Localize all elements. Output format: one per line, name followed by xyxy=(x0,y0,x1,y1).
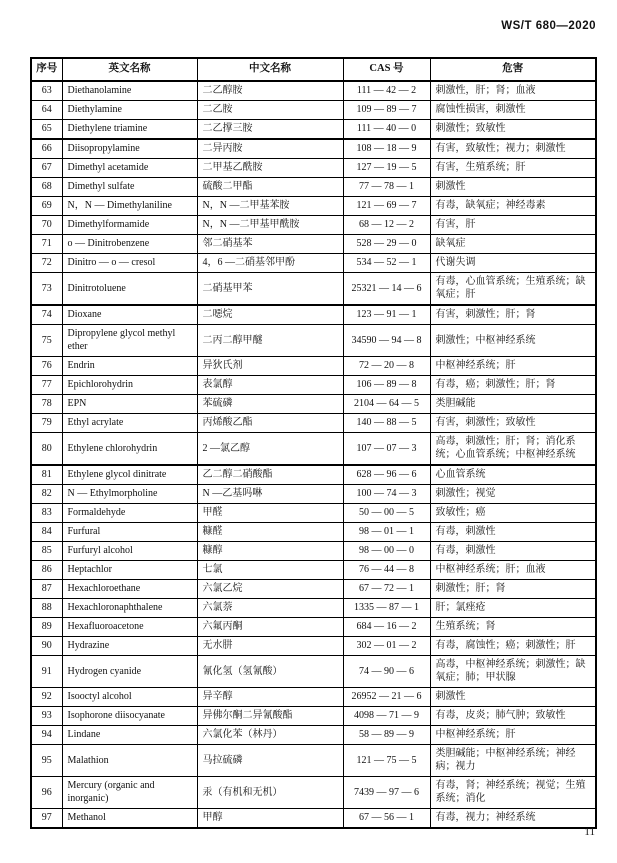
doc-standard-number: WS/T 680—2020 xyxy=(501,20,596,32)
table-header-row xyxy=(31,58,596,81)
chinese-name-cell: 邻二硝基苯 xyxy=(197,234,343,253)
row-index-cell: 65 xyxy=(31,119,62,139)
chinese-name-cell: 二乙撑三胺 xyxy=(197,119,343,139)
chinese-name-cell: 氰化氢（氢氰酸） xyxy=(197,655,343,687)
english-name-cell: Endrin xyxy=(62,356,197,375)
page-number: 11 xyxy=(584,826,595,838)
english-name-cell: Dioxane xyxy=(62,305,197,325)
row-index-cell: 72 xyxy=(31,253,62,272)
hazard-cell: 有毒，腐蚀性；癌；刺激性；肝 xyxy=(430,636,596,655)
english-name-cell: Diisopropylamine xyxy=(62,139,197,159)
row-index-cell: 89 xyxy=(31,617,62,636)
cas-number-cell: 67 — 72 — 1 xyxy=(343,579,430,598)
chinese-name-cell: 甲醇 xyxy=(197,808,343,828)
hazard-cell: 有毒，癌；刺激性；肝；肾 xyxy=(430,375,596,394)
english-name-cell: Furfuryl alcohol xyxy=(62,541,197,560)
cas-number-cell: 98 — 00 — 0 xyxy=(343,541,430,560)
english-name-cell: Hexafluoroacetone xyxy=(62,617,197,636)
english-name-cell: N，N — Dimethylaniline xyxy=(62,196,197,215)
table-row xyxy=(31,81,596,101)
row-index-cell: 84 xyxy=(31,522,62,541)
table-row xyxy=(31,541,596,560)
hazard-cell: 生殖系统；肾 xyxy=(430,617,596,636)
hazard-cell: 心血管系统 xyxy=(430,465,596,485)
chinese-name-cell: 乙二醇二硝酸酯 xyxy=(197,465,343,485)
cas-number-cell: 72 — 20 — 8 xyxy=(343,356,430,375)
row-index-cell: 95 xyxy=(31,744,62,776)
table-row xyxy=(31,503,596,522)
row-index-cell: 93 xyxy=(31,706,62,725)
hazard-cell: 类胆碱能；中枢神经系统；神经病；视力 xyxy=(430,744,596,776)
cas-number-cell: 107 — 07 — 3 xyxy=(343,432,430,465)
english-name-cell: Lindane xyxy=(62,725,197,744)
hazard-cell: 有毒，皮炎；肺气肿；致敏性 xyxy=(430,706,596,725)
english-name-cell: EPN xyxy=(62,394,197,413)
column-header-hazard: 危害 xyxy=(430,58,596,81)
cas-number-cell: 109 — 89 — 7 xyxy=(343,100,430,119)
english-name-cell: Malathion xyxy=(62,744,197,776)
row-index-cell: 90 xyxy=(31,636,62,655)
chinese-name-cell: 硫酸二甲酯 xyxy=(197,177,343,196)
english-name-cell: Isooctyl alcohol xyxy=(62,687,197,706)
chinese-name-cell: 二异丙胺 xyxy=(197,139,343,159)
table-row xyxy=(31,413,596,432)
chinese-name-cell: 甲醛 xyxy=(197,503,343,522)
english-name-cell: Diethanolamine xyxy=(62,81,197,101)
row-index-cell: 63 xyxy=(31,81,62,101)
cas-number-cell: 26952 — 21 — 6 xyxy=(343,687,430,706)
cas-number-cell: 534 — 52 — 1 xyxy=(343,253,430,272)
row-index-cell: 78 xyxy=(31,394,62,413)
row-index-cell: 77 xyxy=(31,375,62,394)
table-row xyxy=(31,215,596,234)
cas-number-cell: 684 — 16 — 2 xyxy=(343,617,430,636)
hazard-cell: 刺激性，肝；肾；血液 xyxy=(430,81,596,101)
row-index-cell: 86 xyxy=(31,560,62,579)
chinese-name-cell: 表氯醇 xyxy=(197,375,343,394)
hazard-cell: 有毒，刺激性 xyxy=(430,522,596,541)
hazard-cell: 代谢失调 xyxy=(430,253,596,272)
row-index-cell: 83 xyxy=(31,503,62,522)
row-index-cell: 69 xyxy=(31,196,62,215)
cas-number-cell: 108 — 18 — 9 xyxy=(343,139,430,159)
cas-number-cell: 98 — 01 — 1 xyxy=(343,522,430,541)
row-index-cell: 88 xyxy=(31,598,62,617)
table-row xyxy=(31,617,596,636)
english-name-cell: Hexachloroethane xyxy=(62,579,197,598)
chinese-name-cell: 异狄氏剂 xyxy=(197,356,343,375)
hazard-cell: 中枢神经系统；肝；血液 xyxy=(430,560,596,579)
row-index-cell: 70 xyxy=(31,215,62,234)
table-row xyxy=(31,598,596,617)
row-index-cell: 92 xyxy=(31,687,62,706)
english-name-cell: Methanol xyxy=(62,808,197,828)
chinese-name-cell: 丙烯酸乙酯 xyxy=(197,413,343,432)
chinese-name-cell: 苯硫磷 xyxy=(197,394,343,413)
hazard-cell: 有毒，视力；神经系统 xyxy=(430,808,596,828)
table-row xyxy=(31,579,596,598)
hazard-cell: 刺激性；致敏性 xyxy=(430,119,596,139)
english-name-cell: Epichlorohydrin xyxy=(62,375,197,394)
table-row xyxy=(31,356,596,375)
english-name-cell: Dinitro — o — cresol xyxy=(62,253,197,272)
row-index-cell: 64 xyxy=(31,100,62,119)
cas-number-cell: 74 — 90 — 6 xyxy=(343,655,430,687)
row-index-cell: 82 xyxy=(31,484,62,503)
chinese-name-cell: 二噁烷 xyxy=(197,305,343,325)
cas-number-cell: 127 — 19 — 5 xyxy=(343,158,430,177)
column-header-index: 序号 xyxy=(31,58,62,81)
table-row xyxy=(31,119,596,139)
hazard-cell: 刺激性；中枢神经系统 xyxy=(430,324,596,356)
cas-number-cell: 302 — 01 — 2 xyxy=(343,636,430,655)
row-index-cell: 80 xyxy=(31,432,62,465)
column-header-cas-number: CAS 号 xyxy=(343,58,430,81)
column-header-chinese-name: 中文名称 xyxy=(197,58,343,81)
table-row xyxy=(31,139,596,159)
hazard-cell: 有害，肝 xyxy=(430,215,596,234)
chinese-name-cell: 无水肼 xyxy=(197,636,343,655)
english-name-cell: Hydrazine xyxy=(62,636,197,655)
cas-number-cell: 121 — 75 — 5 xyxy=(343,744,430,776)
hazard-cell: 有毒，缺氧症；神经毒素 xyxy=(430,196,596,215)
table-row xyxy=(31,177,596,196)
chinese-name-cell: 二丙二醇甲醚 xyxy=(197,324,343,356)
table-row xyxy=(31,234,596,253)
table-row xyxy=(31,522,596,541)
table-row xyxy=(31,253,596,272)
table-row xyxy=(31,272,596,305)
chinese-name-cell: 二乙醇胺 xyxy=(197,81,343,101)
cas-number-cell: 111 — 40 — 0 xyxy=(343,119,430,139)
row-index-cell: 91 xyxy=(31,655,62,687)
english-name-cell: Isophorone diisocyanate xyxy=(62,706,197,725)
chemical-hazard-table xyxy=(30,57,597,829)
english-name-cell: Dimethylformamide xyxy=(62,215,197,234)
row-index-cell: 79 xyxy=(31,413,62,432)
table-row xyxy=(31,655,596,687)
chinese-name-cell: N —乙基吗啉 xyxy=(197,484,343,503)
chinese-name-cell: 糠醛 xyxy=(197,522,343,541)
english-name-cell: Dinitrotoluene xyxy=(62,272,197,305)
table-row xyxy=(31,636,596,655)
cas-number-cell: 123 — 91 — 1 xyxy=(343,305,430,325)
chinese-name-cell: 六氯萘 xyxy=(197,598,343,617)
table-row xyxy=(31,196,596,215)
table-row xyxy=(31,725,596,744)
cas-number-cell: 121 — 69 — 7 xyxy=(343,196,430,215)
row-index-cell: 66 xyxy=(31,139,62,159)
chinese-name-cell: 七氯 xyxy=(197,560,343,579)
cas-number-cell: 77 — 78 — 1 xyxy=(343,177,430,196)
row-index-cell: 74 xyxy=(31,305,62,325)
chinese-name-cell: 二硝基甲苯 xyxy=(197,272,343,305)
cas-number-cell: 4098 — 71 — 9 xyxy=(343,706,430,725)
table-row xyxy=(31,776,596,808)
english-name-cell: Formaldehyde xyxy=(62,503,197,522)
chinese-name-cell: 2 —氯乙醇 xyxy=(197,432,343,465)
hazard-cell: 类胆碱能 xyxy=(430,394,596,413)
english-name-cell: Mercury (organic and inorganic) xyxy=(62,776,197,808)
english-name-cell: Dimethyl acetamide xyxy=(62,158,197,177)
table-row xyxy=(31,100,596,119)
row-index-cell: 96 xyxy=(31,776,62,808)
hazard-cell: 中枢神经系统；肝 xyxy=(430,725,596,744)
chemical-table-body xyxy=(31,81,596,828)
english-name-cell: Furfural xyxy=(62,522,197,541)
table-row xyxy=(31,394,596,413)
table-row xyxy=(31,375,596,394)
hazard-cell: 刺激性；肝；肾 xyxy=(430,579,596,598)
cas-number-cell: 50 — 00 — 5 xyxy=(343,503,430,522)
cas-number-cell: 7439 — 97 — 6 xyxy=(343,776,430,808)
cas-number-cell: 68 — 12 — 2 xyxy=(343,215,430,234)
english-name-cell: Hexachloronaphthalene xyxy=(62,598,197,617)
row-index-cell: 76 xyxy=(31,356,62,375)
hazard-cell: 腐蚀性损害，刺激性 xyxy=(430,100,596,119)
hazard-cell: 有害，生殖系统；肝 xyxy=(430,158,596,177)
cas-number-cell: 67 — 56 — 1 xyxy=(343,808,430,828)
hazard-cell: 有毒，心血管系统；生殖系统；缺氧症；肝 xyxy=(430,272,596,305)
hazard-cell: 中枢神经系统；肝 xyxy=(430,356,596,375)
cas-number-cell: 58 — 89 — 9 xyxy=(343,725,430,744)
cas-number-cell: 111 — 42 — 2 xyxy=(343,81,430,101)
english-name-cell: Diethylene triamine xyxy=(62,119,197,139)
cas-number-cell: 528 — 29 — 0 xyxy=(343,234,430,253)
english-name-cell: Heptachlor xyxy=(62,560,197,579)
column-header-english-name: 英文名称 xyxy=(62,58,197,81)
table-row xyxy=(31,432,596,465)
english-name-cell: Ethylene glycol dinitrate xyxy=(62,465,197,485)
hazard-cell: 刺激性 xyxy=(430,687,596,706)
chinese-name-cell: 异佛尔酮二异氰酸酯 xyxy=(197,706,343,725)
cas-number-cell: 106 — 89 — 8 xyxy=(343,375,430,394)
cas-number-cell: 2104 — 64 — 5 xyxy=(343,394,430,413)
chinese-name-cell: 糠醇 xyxy=(197,541,343,560)
hazard-cell: 有害，刺激性；肝；肾 xyxy=(430,305,596,325)
row-index-cell: 68 xyxy=(31,177,62,196)
table-row xyxy=(31,465,596,485)
table-row xyxy=(31,484,596,503)
table-row xyxy=(31,744,596,776)
row-index-cell: 73 xyxy=(31,272,62,305)
chinese-name-cell: 汞（有机和无机） xyxy=(197,776,343,808)
cas-number-cell: 25321 — 14 — 6 xyxy=(343,272,430,305)
hazard-cell: 缺氧症 xyxy=(430,234,596,253)
row-index-cell: 67 xyxy=(31,158,62,177)
chinese-name-cell: 六氯化苯（林丹） xyxy=(197,725,343,744)
hazard-cell: 有毒，刺激性 xyxy=(430,541,596,560)
chinese-name-cell: N，N —二甲基甲酰胺 xyxy=(197,215,343,234)
english-name-cell: Hydrogen cyanide xyxy=(62,655,197,687)
hazard-cell: 有毒，肾；神经系统；视觉；生殖系统；消化 xyxy=(430,776,596,808)
cas-number-cell: 1335 — 87 — 1 xyxy=(343,598,430,617)
chinese-name-cell: 六氯乙烷 xyxy=(197,579,343,598)
english-name-cell: N — Ethylmorpholine xyxy=(62,484,197,503)
hazard-cell: 有害，致敏性；视力；刺激性 xyxy=(430,139,596,159)
row-index-cell: 94 xyxy=(31,725,62,744)
chinese-name-cell: 异辛醇 xyxy=(197,687,343,706)
chinese-name-cell: 二乙胺 xyxy=(197,100,343,119)
table-row xyxy=(31,305,596,325)
english-name-cell: Ethylene chlorohydrin xyxy=(62,432,197,465)
chinese-name-cell: 4，6 —二硝基邻甲酚 xyxy=(197,253,343,272)
table-row xyxy=(31,808,596,828)
hazard-cell: 高毒，中枢神经系统；刺激性；缺氧症；肺；甲状腺 xyxy=(430,655,596,687)
row-index-cell: 97 xyxy=(31,808,62,828)
hazard-cell: 致敏性；癌 xyxy=(430,503,596,522)
cas-number-cell: 34590 — 94 — 8 xyxy=(343,324,430,356)
table-row xyxy=(31,158,596,177)
chinese-name-cell: 六氟丙酮 xyxy=(197,617,343,636)
cas-number-cell: 628 — 96 — 6 xyxy=(343,465,430,485)
row-index-cell: 81 xyxy=(31,465,62,485)
chinese-name-cell: 马拉硫磷 xyxy=(197,744,343,776)
cas-number-cell: 100 — 74 — 3 xyxy=(343,484,430,503)
english-name-cell: Diethylamine xyxy=(62,100,197,119)
table-row xyxy=(31,706,596,725)
row-index-cell: 85 xyxy=(31,541,62,560)
table-row xyxy=(31,324,596,356)
english-name-cell: o — Dinitrobenzene xyxy=(62,234,197,253)
english-name-cell: Dipropylene glycol methyl ether xyxy=(62,324,197,356)
hazard-cell: 刺激性 xyxy=(430,177,596,196)
english-name-cell: Ethyl acrylate xyxy=(62,413,197,432)
row-index-cell: 87 xyxy=(31,579,62,598)
table-row xyxy=(31,687,596,706)
hazard-cell: 肝；氯痤疮 xyxy=(430,598,596,617)
chinese-name-cell: 二甲基乙酰胺 xyxy=(197,158,343,177)
cas-number-cell: 76 — 44 — 8 xyxy=(343,560,430,579)
hazard-cell: 刺激性；视觉 xyxy=(430,484,596,503)
row-index-cell: 71 xyxy=(31,234,62,253)
hazard-cell: 有害，刺激性；致敏性 xyxy=(430,413,596,432)
row-index-cell: 75 xyxy=(31,324,62,356)
cas-number-cell: 140 — 88 — 5 xyxy=(343,413,430,432)
english-name-cell: Dimethyl sulfate xyxy=(62,177,197,196)
hazard-cell: 高毒，刺激性；肝；肾；消化系统；心血管系统；中枢神经系统 xyxy=(430,432,596,465)
chinese-name-cell: N，N —二甲基苯胺 xyxy=(197,196,343,215)
table-row xyxy=(31,560,596,579)
